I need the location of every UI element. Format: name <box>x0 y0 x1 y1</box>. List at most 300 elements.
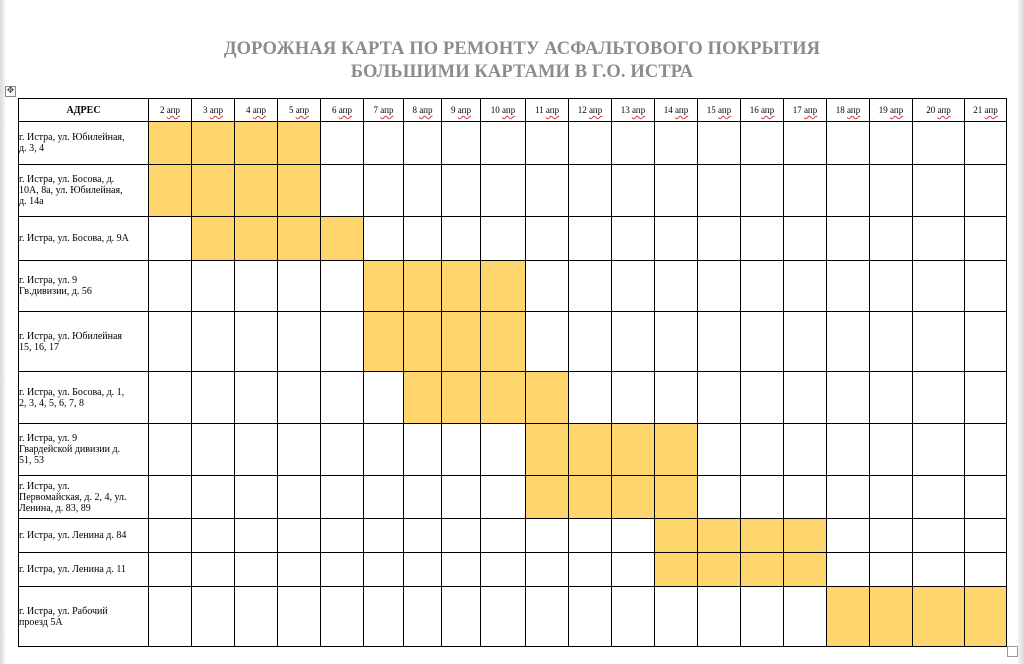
scheduled-day-cell[interactable] <box>192 217 235 261</box>
empty-day-cell[interactable] <box>827 312 870 372</box>
empty-day-cell[interactable] <box>569 372 612 424</box>
page-edge-right <box>1018 0 1024 664</box>
empty-day-cell[interactable] <box>442 476 481 519</box>
empty-day-cell[interactable] <box>913 165 965 217</box>
empty-day-cell[interactable] <box>913 312 965 372</box>
address-cell[interactable] <box>19 217 149 261</box>
empty-day-cell[interactable] <box>741 312 784 372</box>
empty-day-cell[interactable] <box>192 519 235 553</box>
empty-day-cell[interactable] <box>827 217 870 261</box>
scheduled-day-cell[interactable] <box>913 587 965 647</box>
empty-day-cell[interactable] <box>442 217 481 261</box>
empty-day-cell[interactable] <box>364 424 404 476</box>
date-day-number: 3 <box>203 105 208 115</box>
empty-day-cell[interactable] <box>321 424 364 476</box>
empty-day-cell[interactable] <box>870 217 913 261</box>
empty-day-cell[interactable] <box>442 122 481 165</box>
scheduled-day-cell[interactable] <box>526 424 569 476</box>
empty-day-cell[interactable] <box>741 424 784 476</box>
empty-day-cell[interactable] <box>481 553 526 587</box>
date-month-abbr: апр <box>804 105 818 115</box>
empty-day-cell[interactable] <box>278 261 321 312</box>
empty-day-cell[interactable] <box>655 165 698 217</box>
date-month-abbr: апр <box>890 105 904 115</box>
address-line: Гвардейской дивизии д. <box>19 444 121 455</box>
date-month-abbr: апр <box>166 105 180 115</box>
address-cell[interactable] <box>19 424 149 476</box>
scheduled-day-cell[interactable] <box>569 424 612 476</box>
empty-day-cell[interactable] <box>784 165 827 217</box>
empty-day-cell[interactable] <box>404 165 442 217</box>
scheduled-day-cell[interactable] <box>965 587 1007 647</box>
empty-day-cell[interactable] <box>404 519 442 553</box>
empty-day-cell[interactable] <box>481 122 526 165</box>
empty-day-cell[interactable] <box>612 553 655 587</box>
scheduled-day-cell[interactable] <box>442 261 481 312</box>
empty-day-cell[interactable] <box>569 312 612 372</box>
resize-square-icon[interactable] <box>1007 646 1018 657</box>
scheduled-day-cell[interactable] <box>698 519 741 553</box>
empty-day-cell[interactable] <box>192 587 235 647</box>
empty-day-cell[interactable] <box>741 587 784 647</box>
empty-day-cell[interactable] <box>235 424 278 476</box>
scheduled-day-cell[interactable] <box>784 553 827 587</box>
empty-day-cell[interactable] <box>741 217 784 261</box>
empty-day-cell[interactable] <box>149 519 192 553</box>
empty-day-cell[interactable] <box>741 261 784 312</box>
empty-day-cell[interactable] <box>192 476 235 519</box>
empty-day-cell[interactable] <box>526 519 569 553</box>
empty-day-cell[interactable] <box>526 587 569 647</box>
empty-day-cell[interactable] <box>655 312 698 372</box>
scheduled-day-cell[interactable] <box>278 165 321 217</box>
empty-day-cell[interactable] <box>192 312 235 372</box>
address-cell[interactable] <box>19 261 149 312</box>
scheduled-day-cell[interactable] <box>404 312 442 372</box>
title-line-1: ДОРОЖНАЯ КАРТА ПО РЕМОНТУ АСФАЛЬТОВОГО ПОКРЫТИЯ <box>223 39 821 59</box>
address-line: г. Истра, ул. Ленина д. 11 <box>19 564 126 575</box>
empty-day-cell[interactable] <box>278 553 321 587</box>
date-month-abbr: апр <box>209 105 223 115</box>
empty-day-cell[interactable] <box>278 372 321 424</box>
empty-day-cell[interactable] <box>784 372 827 424</box>
scheduled-day-cell[interactable] <box>870 587 913 647</box>
date-column-header <box>965 99 1007 122</box>
empty-day-cell[interactable] <box>741 476 784 519</box>
empty-day-cell[interactable] <box>192 424 235 476</box>
empty-day-cell[interactable] <box>827 165 870 217</box>
date-month-abbr: апр <box>380 105 394 115</box>
address-cell[interactable] <box>19 553 149 587</box>
empty-day-cell[interactable] <box>481 476 526 519</box>
scheduled-day-cell[interactable] <box>364 312 404 372</box>
title-line-2: БОЛЬШИМИ КАРТАМИ В Г.О. ИСТРА <box>350 62 694 82</box>
scheduled-day-cell[interactable] <box>655 553 698 587</box>
empty-day-cell[interactable] <box>364 165 404 217</box>
scheduled-day-cell[interactable] <box>655 519 698 553</box>
empty-day-cell[interactable] <box>698 476 741 519</box>
address-cell[interactable] <box>19 165 149 217</box>
scheduled-day-cell[interactable] <box>192 165 235 217</box>
address-line: г. Истра, ул. Юбилейная <box>19 330 123 342</box>
date-day-number: 4 <box>246 105 251 115</box>
address-cell[interactable] <box>19 122 149 165</box>
scheduled-day-cell[interactable] <box>569 476 612 519</box>
scheduled-day-cell[interactable] <box>235 122 278 165</box>
date-month-abbr: апр <box>419 105 433 115</box>
empty-day-cell[interactable] <box>321 122 364 165</box>
address-cell[interactable] <box>19 519 149 553</box>
date-column-header <box>569 99 612 122</box>
date-month-abbr: апр <box>718 105 732 115</box>
empty-day-cell[interactable] <box>149 261 192 312</box>
empty-day-cell[interactable] <box>913 372 965 424</box>
address-line: д. 3, 4 <box>19 143 45 154</box>
empty-day-cell[interactable] <box>321 372 364 424</box>
empty-day-cell[interactable] <box>404 553 442 587</box>
empty-day-cell[interactable] <box>827 519 870 553</box>
empty-day-cell[interactable] <box>481 587 526 647</box>
empty-day-cell[interactable] <box>442 519 481 553</box>
empty-day-cell[interactable] <box>870 519 913 553</box>
scheduled-day-cell[interactable] <box>481 261 526 312</box>
date-day-number: 12 <box>577 105 587 115</box>
empty-day-cell[interactable] <box>149 476 192 519</box>
empty-day-cell[interactable] <box>235 261 278 312</box>
empty-day-cell[interactable] <box>870 553 913 587</box>
empty-day-cell[interactable] <box>913 424 965 476</box>
date-column-header <box>784 99 827 122</box>
empty-day-cell[interactable] <box>784 312 827 372</box>
empty-day-cell[interactable] <box>965 261 1007 312</box>
scheduled-day-cell[interactable] <box>278 122 321 165</box>
address-line: г. Истра, ул. 9 <box>19 433 78 444</box>
date-column-header <box>481 99 526 122</box>
empty-day-cell[interactable] <box>870 165 913 217</box>
empty-day-cell[interactable] <box>149 553 192 587</box>
scheduled-day-cell[interactable] <box>149 122 192 165</box>
empty-day-cell[interactable] <box>278 476 321 519</box>
date-column-header <box>655 99 698 122</box>
scheduled-day-cell[interactable] <box>655 476 698 519</box>
address-cell[interactable] <box>19 312 149 372</box>
empty-day-cell[interactable] <box>404 217 442 261</box>
empty-day-cell[interactable] <box>965 165 1007 217</box>
scheduled-day-cell[interactable] <box>612 476 655 519</box>
scheduled-day-cell[interactable] <box>404 372 442 424</box>
date-month-abbr: апр <box>632 105 646 115</box>
empty-day-cell[interactable] <box>827 372 870 424</box>
date-column-header <box>321 99 364 122</box>
address-line: г. Истра, ул. Босова, д. 9А <box>19 233 129 244</box>
empty-day-cell[interactable] <box>698 312 741 372</box>
date-column-header <box>404 99 442 122</box>
empty-day-cell[interactable] <box>913 553 965 587</box>
table-row <box>19 519 1007 553</box>
scheduled-day-cell[interactable] <box>235 165 278 217</box>
empty-day-cell[interactable] <box>321 165 364 217</box>
empty-day-cell[interactable] <box>481 165 526 217</box>
empty-day-cell[interactable] <box>655 217 698 261</box>
empty-day-cell[interactable] <box>235 587 278 647</box>
scheduled-day-cell[interactable] <box>526 476 569 519</box>
scheduled-day-cell[interactable] <box>278 217 321 261</box>
empty-day-cell[interactable] <box>913 519 965 553</box>
empty-day-cell[interactable] <box>741 372 784 424</box>
page-edge-left <box>0 0 5 664</box>
table-row <box>19 587 1007 647</box>
header-row <box>19 99 1007 122</box>
empty-day-cell[interactable] <box>965 476 1007 519</box>
empty-day-cell[interactable] <box>965 372 1007 424</box>
empty-day-cell[interactable] <box>149 372 192 424</box>
empty-day-cell[interactable] <box>698 165 741 217</box>
empty-day-cell[interactable] <box>442 587 481 647</box>
empty-day-cell[interactable] <box>827 261 870 312</box>
empty-day-cell[interactable] <box>965 312 1007 372</box>
empty-day-cell[interactable] <box>870 372 913 424</box>
empty-day-cell[interactable] <box>481 217 526 261</box>
date-month-abbr: апр <box>252 105 266 115</box>
empty-day-cell[interactable] <box>321 519 364 553</box>
scheduled-day-cell[interactable] <box>612 424 655 476</box>
empty-day-cell[interactable] <box>235 372 278 424</box>
empty-day-cell[interactable] <box>442 553 481 587</box>
empty-day-cell[interactable] <box>913 122 965 165</box>
empty-day-cell[interactable] <box>321 587 364 647</box>
empty-day-cell[interactable] <box>827 553 870 587</box>
empty-day-cell[interactable] <box>612 372 655 424</box>
empty-day-cell[interactable] <box>526 217 569 261</box>
empty-day-cell[interactable] <box>321 261 364 312</box>
scheduled-day-cell[interactable] <box>827 587 870 647</box>
empty-day-cell[interactable] <box>321 476 364 519</box>
empty-day-cell[interactable] <box>192 372 235 424</box>
empty-day-cell[interactable] <box>569 217 612 261</box>
scheduled-day-cell[interactable] <box>442 372 481 424</box>
empty-day-cell[interactable] <box>698 372 741 424</box>
empty-day-cell[interactable] <box>655 122 698 165</box>
empty-day-cell[interactable] <box>784 122 827 165</box>
scheduled-day-cell[interactable] <box>149 165 192 217</box>
empty-day-cell[interactable] <box>526 553 569 587</box>
empty-day-cell[interactable] <box>784 424 827 476</box>
date-month-abbr: апр <box>545 105 560 115</box>
empty-day-cell[interactable] <box>913 476 965 519</box>
address-line: Ленина, д. 83, 89 <box>19 502 91 514</box>
scheduled-day-cell[interactable] <box>404 261 442 312</box>
table-row <box>19 424 1007 476</box>
empty-day-cell[interactable] <box>827 122 870 165</box>
empty-day-cell[interactable] <box>526 261 569 312</box>
empty-day-cell[interactable] <box>481 519 526 553</box>
empty-day-cell[interactable] <box>404 587 442 647</box>
scheduled-day-cell[interactable] <box>526 372 569 424</box>
roadmap-table <box>18 98 1007 647</box>
empty-day-cell[interactable] <box>404 122 442 165</box>
empty-day-cell[interactable] <box>965 519 1007 553</box>
empty-day-cell[interactable] <box>655 587 698 647</box>
empty-day-cell[interactable] <box>569 519 612 553</box>
empty-day-cell[interactable] <box>870 312 913 372</box>
empty-day-cell[interactable] <box>149 312 192 372</box>
address-line: 51, 53 <box>19 455 44 466</box>
empty-day-cell[interactable] <box>192 553 235 587</box>
empty-day-cell[interactable] <box>965 217 1007 261</box>
scheduled-day-cell[interactable] <box>481 372 526 424</box>
empty-day-cell[interactable] <box>442 165 481 217</box>
scheduled-day-cell[interactable] <box>192 122 235 165</box>
date-day-number: 6 <box>332 105 337 115</box>
empty-day-cell[interactable] <box>965 553 1007 587</box>
date-day-number: 20 <box>926 105 936 115</box>
date-column-header <box>913 99 965 122</box>
empty-day-cell[interactable] <box>404 476 442 519</box>
empty-day-cell[interactable] <box>526 165 569 217</box>
scheduled-day-cell[interactable] <box>741 553 784 587</box>
date-day-number: 7 <box>373 105 379 115</box>
empty-day-cell[interactable] <box>655 372 698 424</box>
date-day-number: 18 <box>835 105 845 115</box>
empty-day-cell[interactable] <box>149 217 192 261</box>
empty-day-cell[interactable] <box>149 424 192 476</box>
table-row <box>19 217 1007 261</box>
date-column-header <box>278 99 321 122</box>
empty-day-cell[interactable] <box>870 424 913 476</box>
address-cell[interactable] <box>19 372 149 424</box>
empty-day-cell[interactable] <box>364 553 404 587</box>
scheduled-day-cell[interactable] <box>655 424 698 476</box>
empty-day-cell[interactable] <box>612 122 655 165</box>
empty-day-cell[interactable] <box>698 217 741 261</box>
empty-day-cell[interactable] <box>612 312 655 372</box>
scheduled-day-cell[interactable] <box>364 261 404 312</box>
empty-day-cell[interactable] <box>784 476 827 519</box>
date-month-abbr: апр <box>295 105 309 115</box>
scheduled-day-cell[interactable] <box>698 553 741 587</box>
empty-day-cell[interactable] <box>698 587 741 647</box>
empty-day-cell[interactable] <box>235 519 278 553</box>
empty-day-cell[interactable] <box>913 217 965 261</box>
empty-day-cell[interactable] <box>784 217 827 261</box>
date-column-header <box>364 99 404 122</box>
empty-day-cell[interactable] <box>235 312 278 372</box>
empty-day-cell[interactable] <box>278 424 321 476</box>
empty-day-cell[interactable] <box>612 217 655 261</box>
scheduled-day-cell[interactable] <box>235 217 278 261</box>
empty-day-cell[interactable] <box>569 587 612 647</box>
date-day-number: 17 <box>792 105 802 115</box>
empty-day-cell[interactable] <box>364 122 404 165</box>
empty-day-cell[interactable] <box>870 476 913 519</box>
table-row <box>19 122 1007 165</box>
address-line: г. Истра, ул. 9 <box>19 275 78 286</box>
empty-day-cell[interactable] <box>698 261 741 312</box>
scheduled-day-cell[interactable] <box>481 312 526 372</box>
empty-day-cell[interactable] <box>913 261 965 312</box>
empty-day-cell[interactable] <box>612 587 655 647</box>
empty-day-cell[interactable] <box>364 372 404 424</box>
empty-day-cell[interactable] <box>827 476 870 519</box>
address-line: г. Истра, ул. Босова, д. 1, <box>19 386 125 398</box>
empty-day-cell[interactable] <box>569 165 612 217</box>
empty-day-cell[interactable] <box>404 424 442 476</box>
empty-day-cell[interactable] <box>526 122 569 165</box>
date-column-header <box>698 99 741 122</box>
empty-day-cell[interactable] <box>364 519 404 553</box>
empty-day-cell[interactable] <box>364 476 404 519</box>
empty-day-cell[interactable] <box>698 424 741 476</box>
scheduled-day-cell[interactable] <box>321 217 364 261</box>
empty-day-cell[interactable] <box>278 312 321 372</box>
empty-day-cell[interactable] <box>569 122 612 165</box>
move-arrows-icon[interactable]: ✥ <box>6 86 15 96</box>
empty-day-cell[interactable] <box>235 553 278 587</box>
empty-day-cell[interactable] <box>612 165 655 217</box>
empty-day-cell[interactable] <box>278 519 321 553</box>
empty-day-cell[interactable] <box>526 312 569 372</box>
empty-day-cell[interactable] <box>278 587 321 647</box>
table-row <box>19 476 1007 519</box>
date-day-number: 10 <box>490 105 500 115</box>
empty-day-cell[interactable] <box>827 424 870 476</box>
empty-day-cell[interactable] <box>741 122 784 165</box>
address-column-header: АДРЕС <box>19 99 149 122</box>
empty-day-cell[interactable] <box>741 165 784 217</box>
date-column-header <box>149 99 192 122</box>
empty-day-cell[interactable] <box>569 261 612 312</box>
empty-day-cell[interactable] <box>321 553 364 587</box>
empty-day-cell[interactable] <box>965 424 1007 476</box>
empty-day-cell[interactable] <box>569 553 612 587</box>
empty-day-cell[interactable] <box>698 122 741 165</box>
empty-day-cell[interactable] <box>364 217 404 261</box>
address-cell[interactable] <box>19 587 149 647</box>
date-month-abbr: апр <box>589 105 603 115</box>
empty-day-cell[interactable] <box>149 587 192 647</box>
empty-day-cell[interactable] <box>612 261 655 312</box>
table-row <box>19 312 1007 372</box>
empty-day-cell[interactable] <box>364 587 404 647</box>
empty-day-cell[interactable] <box>870 122 913 165</box>
scheduled-day-cell[interactable] <box>442 312 481 372</box>
address-cell[interactable] <box>19 476 149 519</box>
empty-day-cell[interactable] <box>481 424 526 476</box>
empty-day-cell[interactable] <box>442 424 481 476</box>
date-day-number: 8 <box>412 105 418 115</box>
empty-day-cell[interactable] <box>784 261 827 312</box>
page-title <box>0 38 1024 84</box>
address-line: Первомайская, д. 2, 4, ул. <box>19 491 127 503</box>
empty-day-cell[interactable] <box>321 312 364 372</box>
empty-day-cell[interactable] <box>870 261 913 312</box>
empty-day-cell[interactable] <box>965 122 1007 165</box>
date-day-number: 5 <box>289 105 294 115</box>
empty-day-cell[interactable] <box>655 261 698 312</box>
empty-day-cell[interactable] <box>784 587 827 647</box>
address-line: 15, 16, 17 <box>19 341 59 353</box>
scheduled-day-cell[interactable] <box>741 519 784 553</box>
date-day-number: 9 <box>451 105 456 115</box>
scheduled-day-cell[interactable] <box>784 519 827 553</box>
empty-day-cell[interactable] <box>612 519 655 553</box>
date-month-abbr: апр <box>502 105 516 115</box>
empty-day-cell[interactable] <box>235 476 278 519</box>
date-month-abbr: апр <box>457 105 471 115</box>
address-line: г. Истра, ул. Рабочий <box>19 605 108 617</box>
empty-day-cell[interactable] <box>192 261 235 312</box>
address-line: д. 14а <box>19 196 44 207</box>
